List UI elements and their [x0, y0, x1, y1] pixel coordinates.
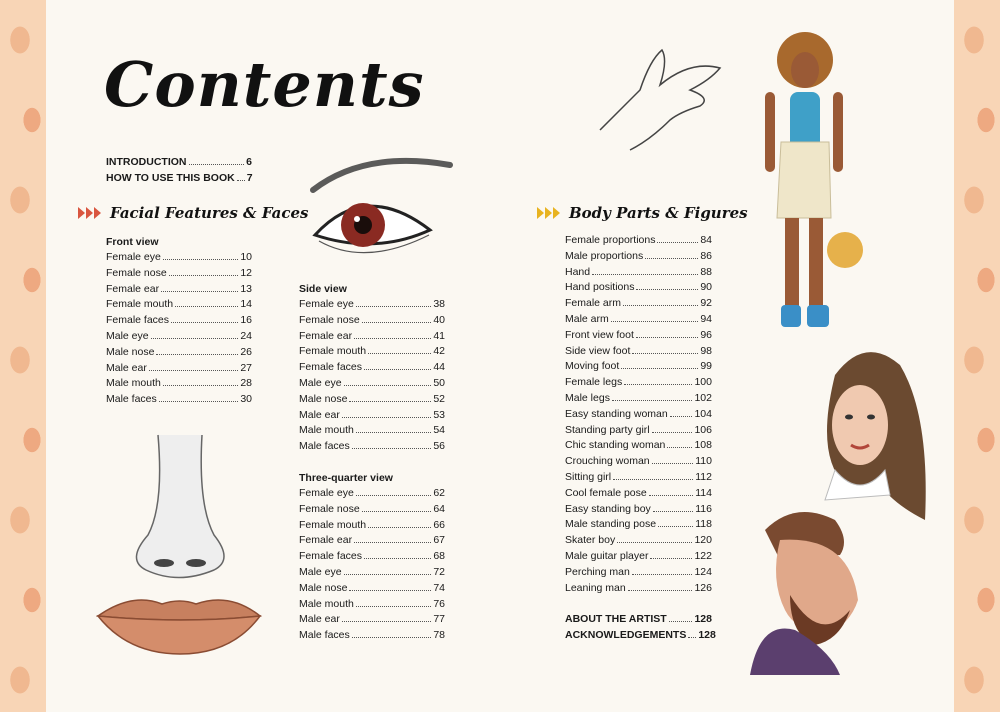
toc-entry-page: 13: [240, 282, 252, 295]
toc-entry-page: 92: [700, 297, 712, 310]
toc-entry: [565, 628, 716, 644]
toc-entry-label: Male guitar player: [565, 549, 649, 562]
toc-entry-label: Male mouth: [299, 597, 354, 610]
body-parts-list: [565, 233, 712, 596]
dot-leader: [344, 385, 432, 386]
toc-entry: [106, 313, 252, 329]
right-face-pattern-border: [954, 0, 1000, 712]
toc-entry: [565, 249, 712, 265]
toc-entry-page: 90: [700, 281, 712, 294]
lips-illustration: [92, 590, 267, 660]
toc-entry-label: Female ear: [106, 282, 160, 295]
toc-entry-page: 72: [433, 565, 445, 578]
toc-entry-label: Front view foot: [565, 328, 634, 341]
toc-entry: [299, 313, 445, 329]
toc-entry-page: 86: [700, 249, 712, 262]
toc-entry-page: 114: [695, 486, 712, 499]
toc-entry: [106, 250, 252, 266]
dot-leader: [175, 306, 238, 307]
dot-leader: [623, 305, 698, 306]
dot-leader: [151, 338, 239, 339]
toc-entry: [299, 581, 445, 597]
toc-entry-page: 128: [698, 628, 716, 641]
dot-leader: [613, 479, 693, 480]
dot-leader: [356, 306, 431, 307]
chevron-arrows-icon: [78, 207, 102, 219]
dot-leader: [356, 432, 431, 433]
man-profile-illustration: [740, 500, 870, 675]
toc-entry-label: Hand positions: [565, 281, 635, 294]
toc-entry-label: Female eye: [299, 487, 354, 499]
toc-entry-label: Moving foot: [565, 360, 620, 373]
toc-entry-label: Side view foot: [565, 344, 631, 357]
toc-entry: [565, 423, 712, 439]
toc-entry: [565, 344, 712, 360]
toc-entry-label: Male nose: [106, 345, 155, 358]
toc-entry-page: 77: [433, 613, 445, 626]
toc-entry-page: 7: [246, 171, 253, 184]
toc-entry: [299, 628, 445, 644]
body-section-heading: [537, 204, 748, 222]
toc-entry-label: Hand: [565, 265, 591, 278]
dot-leader: [342, 621, 431, 622]
dot-leader: [159, 401, 239, 402]
toc-entry: [565, 296, 712, 312]
toc-entry-page: 128: [694, 613, 712, 625]
dot-leader: [364, 558, 431, 559]
toc-entry-page: 67: [433, 534, 445, 547]
toc-entry-label: Female faces: [106, 314, 170, 327]
toc-entry-page: 124: [694, 565, 712, 578]
toc-entry: [565, 359, 712, 375]
intro-list: [106, 155, 252, 187]
toc-entry-label: Male proportions: [565, 249, 644, 262]
toc-entry-page: 30: [240, 393, 252, 406]
toc-entry-page: 53: [433, 408, 445, 421]
page-title: Contents: [104, 48, 425, 121]
toc-entry-page: 108: [694, 439, 712, 452]
toc-entry-label: Male eye: [106, 329, 149, 342]
body-heading-text: Body Parts & Figures: [569, 204, 748, 222]
dot-leader: [354, 338, 431, 339]
dot-leader: [156, 354, 238, 355]
dot-leader: [612, 400, 693, 401]
dot-leader: [670, 416, 693, 417]
toc-entry-page: 100: [694, 376, 712, 389]
toc-entry: [106, 171, 252, 187]
toc-entry-page: 6: [246, 156, 252, 168]
toc-entry-label: Female nose: [299, 313, 360, 326]
chevron-arrows-icon: [537, 207, 561, 219]
toc-entry: [565, 533, 712, 549]
toc-entry-label: Male faces: [299, 629, 350, 642]
dot-leader: [624, 384, 692, 385]
toc-entry-label: Male eye: [299, 565, 342, 578]
toc-entry: [299, 565, 445, 581]
toc-entry-label: Easy standing woman: [565, 407, 668, 420]
toc-entry-label: Female ear: [299, 329, 353, 342]
toc-entry-page: 126: [694, 581, 712, 594]
dot-leader: [349, 590, 431, 591]
toc-entry-label: Standing party girl: [565, 423, 650, 436]
toc-entry: [299, 439, 445, 455]
dot-leader: [617, 542, 692, 543]
toc-entry-page: 42: [433, 345, 445, 358]
dot-leader: [636, 289, 698, 290]
toc-entry-label: Male nose: [299, 581, 348, 594]
toc-entry-page: 78: [433, 629, 445, 642]
toc-entry: [565, 280, 712, 296]
toc-entry-label: Male standing pose: [565, 518, 657, 531]
front-view-list: [106, 250, 252, 408]
toc-entry-label: Male arm: [565, 312, 609, 325]
toc-entry: [565, 565, 712, 581]
toc-entry-label: Chic standing woman: [565, 439, 666, 452]
toc-entry: [565, 502, 712, 518]
dot-leader: [368, 527, 431, 528]
toc-entry: [106, 329, 252, 345]
toc-entry: [106, 345, 252, 361]
dot-leader: [649, 495, 694, 496]
toc-entry: [565, 486, 712, 502]
toc-entry-page: 98: [700, 344, 712, 357]
toc-entry-label: Female mouth: [299, 345, 367, 358]
toc-entry-page: 10: [240, 251, 252, 263]
dot-leader: [349, 401, 431, 402]
dot-leader: [344, 574, 432, 575]
toc-entry-page: 24: [240, 329, 252, 342]
toc-entry: [299, 518, 445, 534]
dot-leader: [163, 259, 238, 260]
dot-leader: [161, 291, 238, 292]
toc-entry-page: 26: [240, 345, 252, 358]
facial-heading-text: Facial Features & Faces: [110, 204, 309, 222]
toc-entry: [299, 392, 445, 408]
toc-entry: [565, 581, 712, 597]
toc-entry-label: Female eye: [106, 251, 161, 263]
toc-entry: [299, 549, 445, 565]
toc-entry-label: Male mouth: [106, 377, 161, 390]
toc-entry-label: Male ear: [106, 361, 147, 374]
toc-entry-label: Cool female pose: [565, 486, 647, 499]
toc-entry: [565, 328, 712, 344]
toc-entry-page: 106: [694, 423, 712, 436]
toc-entry-page: 52: [433, 392, 445, 405]
dot-leader: [632, 353, 698, 354]
dot-leader: [652, 463, 694, 464]
toc-entry-label: Male ear: [299, 613, 340, 626]
toc-entry-page: 62: [433, 487, 445, 499]
toc-entry-label: Female faces: [299, 550, 363, 563]
toc-entry-page: 50: [433, 376, 445, 389]
toc-entry-page: 16: [240, 314, 252, 327]
toc-entry-label: Female proportions: [565, 234, 656, 246]
dot-leader: [169, 275, 239, 276]
toc-entry-page: 12: [240, 266, 252, 279]
toc-entry: [299, 486, 445, 502]
toc-entry-page: 14: [240, 298, 252, 311]
toc-entry: [299, 344, 445, 360]
toc-entry-label: Male legs: [565, 391, 610, 404]
toc-entry: [565, 517, 712, 533]
toc-entry: [299, 423, 445, 439]
dot-leader: [667, 447, 692, 448]
dot-leader: [628, 590, 693, 591]
dot-leader: [645, 258, 698, 259]
toc-entry: [106, 266, 252, 282]
toc-entry-label: Male mouth: [299, 424, 354, 437]
toc-entry-page: 28: [240, 377, 252, 390]
toc-entry: [299, 329, 445, 345]
toc-entry-label: HOW TO USE THIS BOOK: [106, 171, 235, 184]
toc-entry-label: Female legs: [565, 376, 623, 389]
toc-entry-label: Female eye: [299, 298, 354, 310]
toc-entry: [565, 549, 712, 565]
dot-leader: [657, 242, 698, 243]
dot-leader: [632, 574, 693, 575]
toc-entry-page: 84: [700, 234, 712, 246]
toc-entry-page: 88: [700, 265, 712, 278]
nose-illustration: [118, 425, 238, 585]
toc-entry-label: Crouching woman: [565, 455, 650, 468]
toc-entry: [299, 297, 445, 313]
toc-entry-page: 40: [433, 313, 445, 326]
toc-entry-label: Female nose: [299, 502, 360, 515]
toc-entry: [106, 376, 252, 392]
toc-entry: [565, 407, 712, 423]
dot-leader: [688, 637, 696, 638]
toc-entry-label: Male ear: [299, 408, 340, 421]
toc-entry: [565, 612, 712, 628]
toc-entry: [565, 233, 712, 249]
toc-entry-page: 110: [695, 455, 712, 468]
dot-leader: [669, 621, 693, 622]
dot-leader: [354, 542, 431, 543]
toc-entry-label: INTRODUCTION: [106, 156, 187, 168]
toc-entry-page: 44: [433, 361, 445, 374]
toc-entry-label: Female mouth: [299, 518, 367, 531]
toc-entry-label: Skater boy: [565, 534, 616, 547]
toc-entry-page: 112: [695, 470, 712, 483]
eye-illustration: [305, 145, 455, 265]
dot-leader: [237, 180, 245, 181]
dot-leader: [636, 337, 698, 338]
toc-entry-label: Female nose: [106, 266, 167, 279]
toc-entry-page: 99: [700, 360, 712, 373]
dot-leader: [650, 558, 692, 559]
toc-entry: [299, 597, 445, 613]
toc-entry-page: 76: [433, 597, 445, 610]
toc-entry-page: 120: [694, 534, 712, 547]
toc-entry-label: ACKNOWLEDGEMENTS: [565, 628, 687, 641]
dot-leader: [592, 274, 698, 275]
toc-entry: [565, 470, 712, 486]
hand-illustration: [590, 40, 730, 160]
toc-entry: [299, 612, 445, 628]
dot-leader: [364, 369, 431, 370]
toc-entry-label: Male eye: [299, 376, 342, 389]
toc-entry: [565, 391, 712, 407]
toc-entry-page: 94: [700, 312, 712, 325]
toc-entry-page: 118: [695, 518, 712, 531]
toc-entry-label: Female ear: [299, 534, 353, 547]
dot-leader: [621, 368, 698, 369]
back-matter-list: [565, 612, 716, 644]
toc-entry-page: 96: [700, 328, 712, 341]
three-quarter-view-list: [299, 486, 445, 644]
dot-leader: [163, 385, 238, 386]
dot-leader: [189, 164, 245, 165]
dot-leader: [611, 321, 699, 322]
toc-entry-page: 56: [433, 440, 445, 453]
toc-entry-page: 116: [695, 502, 712, 515]
dot-leader: [352, 448, 432, 449]
toc-entry-label: Male faces: [106, 393, 157, 406]
dot-leader: [652, 432, 693, 433]
dot-leader: [362, 322, 432, 323]
dot-leader: [658, 526, 693, 527]
dot-leader: [149, 370, 238, 371]
dot-leader: [356, 606, 431, 607]
dot-leader: [171, 322, 238, 323]
dot-leader: [362, 511, 432, 512]
dot-leader: [352, 637, 432, 638]
dot-leader: [356, 495, 431, 496]
toc-entry-label: Male faces: [299, 440, 350, 453]
three-quarter-view-label: Three-quarter view: [299, 472, 393, 484]
side-view-list: [299, 297, 445, 455]
toc-entry-page: 104: [694, 407, 712, 420]
toc-entry-label: Female faces: [299, 361, 363, 374]
toc-entry-page: 27: [240, 361, 252, 374]
toc-entry: [106, 297, 252, 313]
toc-entry: [565, 454, 712, 470]
toc-entry: [299, 502, 445, 518]
toc-entry: [299, 533, 445, 549]
standing-woman-figure: [755, 30, 865, 335]
toc-entry: [565, 312, 712, 328]
woman-portrait-illustration: [805, 335, 935, 525]
toc-entry-label: Easy standing boy: [565, 502, 651, 515]
toc-entry: [106, 361, 252, 377]
toc-entry: [299, 376, 445, 392]
toc-entry: [299, 408, 445, 424]
toc-entry-label: Female arm: [565, 297, 622, 310]
toc-entry: [106, 392, 252, 408]
toc-entry-page: 41: [433, 329, 445, 342]
toc-entry-page: 66: [433, 518, 445, 531]
dot-leader: [342, 417, 431, 418]
toc-entry: [565, 265, 712, 281]
toc-entry-page: 64: [433, 502, 445, 515]
toc-entry-page: 68: [433, 550, 445, 563]
toc-entry-page: 74: [433, 581, 445, 594]
toc-entry: [299, 360, 445, 376]
toc-entry-page: 102: [694, 391, 712, 404]
toc-entry-page: 54: [433, 424, 445, 437]
toc-entry: [106, 155, 252, 171]
dot-leader: [368, 353, 431, 354]
toc-entry-label: ABOUT THE ARTIST: [565, 613, 667, 625]
side-view-label: Side view: [299, 283, 347, 295]
left-face-pattern-border: [0, 0, 46, 712]
toc-entry-label: Sitting girl: [565, 470, 612, 483]
toc-entry-page: 38: [433, 298, 445, 310]
toc-entry: [565, 438, 712, 454]
toc-entry-label: Leaning man: [565, 581, 626, 594]
dot-leader: [653, 511, 693, 512]
toc-entry-page: 122: [694, 549, 712, 562]
facial-section-heading: [78, 204, 309, 222]
front-view-label: Front view: [106, 236, 159, 248]
toc-entry-label: Perching man: [565, 565, 630, 578]
toc-entry: [106, 282, 252, 298]
toc-entry: [565, 375, 712, 391]
toc-entry-label: Female mouth: [106, 298, 174, 311]
toc-entry-label: Male nose: [299, 392, 348, 405]
